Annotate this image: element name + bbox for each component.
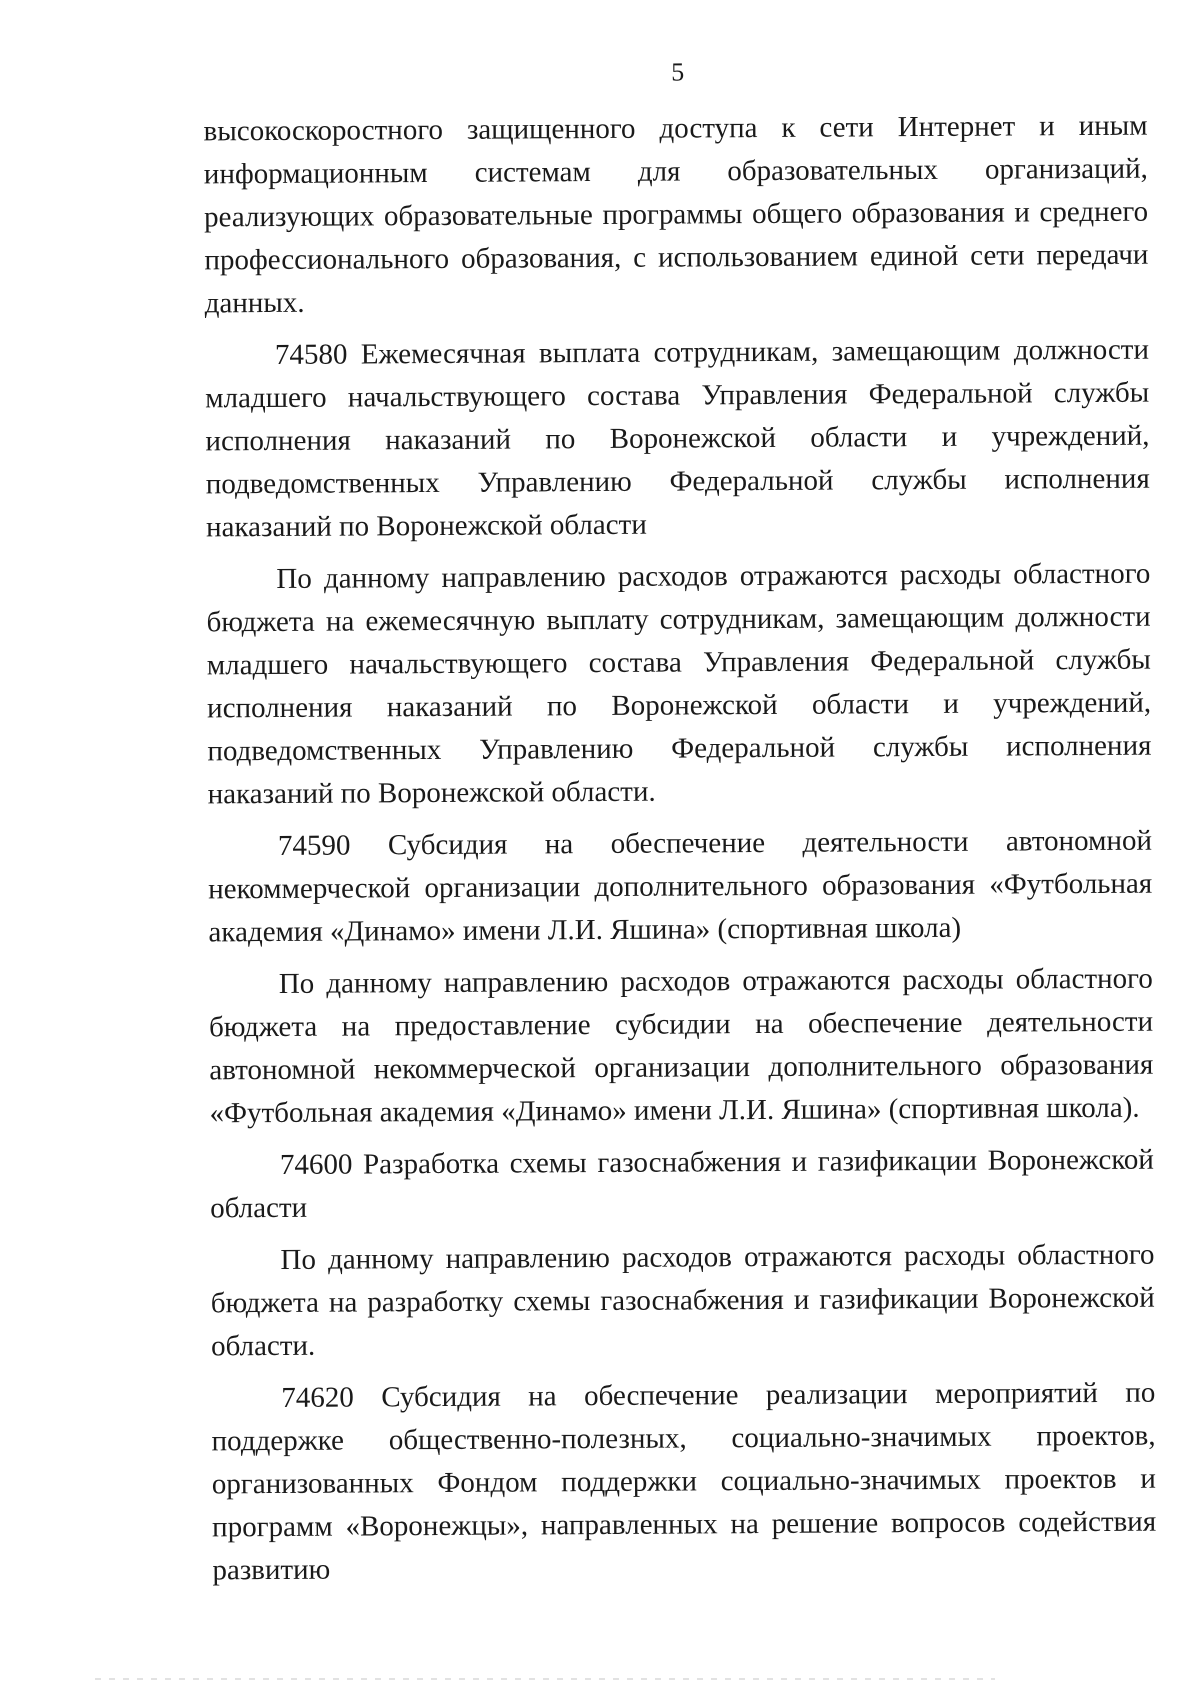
scan-artifact-line [95, 1678, 995, 1680]
paragraph-74600-heading: 74600 Разработка схемы газоснабжения и газификации Воронежской области [210, 1143, 1154, 1225]
page-number [0, 54, 1195, 87]
paragraph-74590-description: По данному направлению расходов отражаются расходы областного бюджета на предоставление субсидии на обеспечение деятельности автономной некоммерческой организации дополнительного образования «Футбольная академия «Динамо» имени Л.И. Яшина» (спортивная школа). [208, 962, 1154, 1130]
paragraph-74620-heading: 74620 Субсидия на обеспечение реализации мероприятий по поддержке общественно-полезных, социально-значимых проектов, организованных Фондом поддержки социально-значимых проектов и программ «Воронежцы», направленных на решение вопросов содействия развитию [211, 1376, 1157, 1587]
paragraph-74580-description: По данному направлению расходов отражаются расходы областного бюджета на ежемесячную выплату сотрудникам, замещающим должности младшего начальствующего состава Управления Федеральной службы исполнения наказаний по Воронежской области и учреждений, подведомственных Управлению Федеральной службы исполнения наказаний по Воронежской области. [206, 557, 1152, 811]
paragraph-74600-description: По данному направлению расходов отражаются расходы областного бюджета на разработку схемы газоснабжения и газификации Воронежской области. [210, 1238, 1155, 1363]
document-body [203, 105, 1156, 1593]
paragraph-continuation: высокоскоростного защищенного доступа к сети Интернет и иным информационным системам для образовательных организаций, реализующих образовательные программы общего образования и среднего профессионального образования, с использованием единой сети передачи данных. [203, 109, 1149, 320]
paragraph-74580-heading: 74580 Ежемесячная выплата сотрудникам, замещающим должности младшего начальствующего состава Управления Федеральной службы исполнения наказаний по Воронежской области и учреждений, подведомственных Управлению Федеральной службы исполнения наказаний по Воронежской области [205, 333, 1150, 544]
page-number-text: 5 [671, 57, 685, 87]
paragraph-74590-heading: 74590 Субсидия на обеспечение деятельности автономной некоммерческой организации дополнительного образования «Футбольная академия «Динамо» имени Л.И. Яшина» (спортивная школа) [208, 824, 1153, 949]
